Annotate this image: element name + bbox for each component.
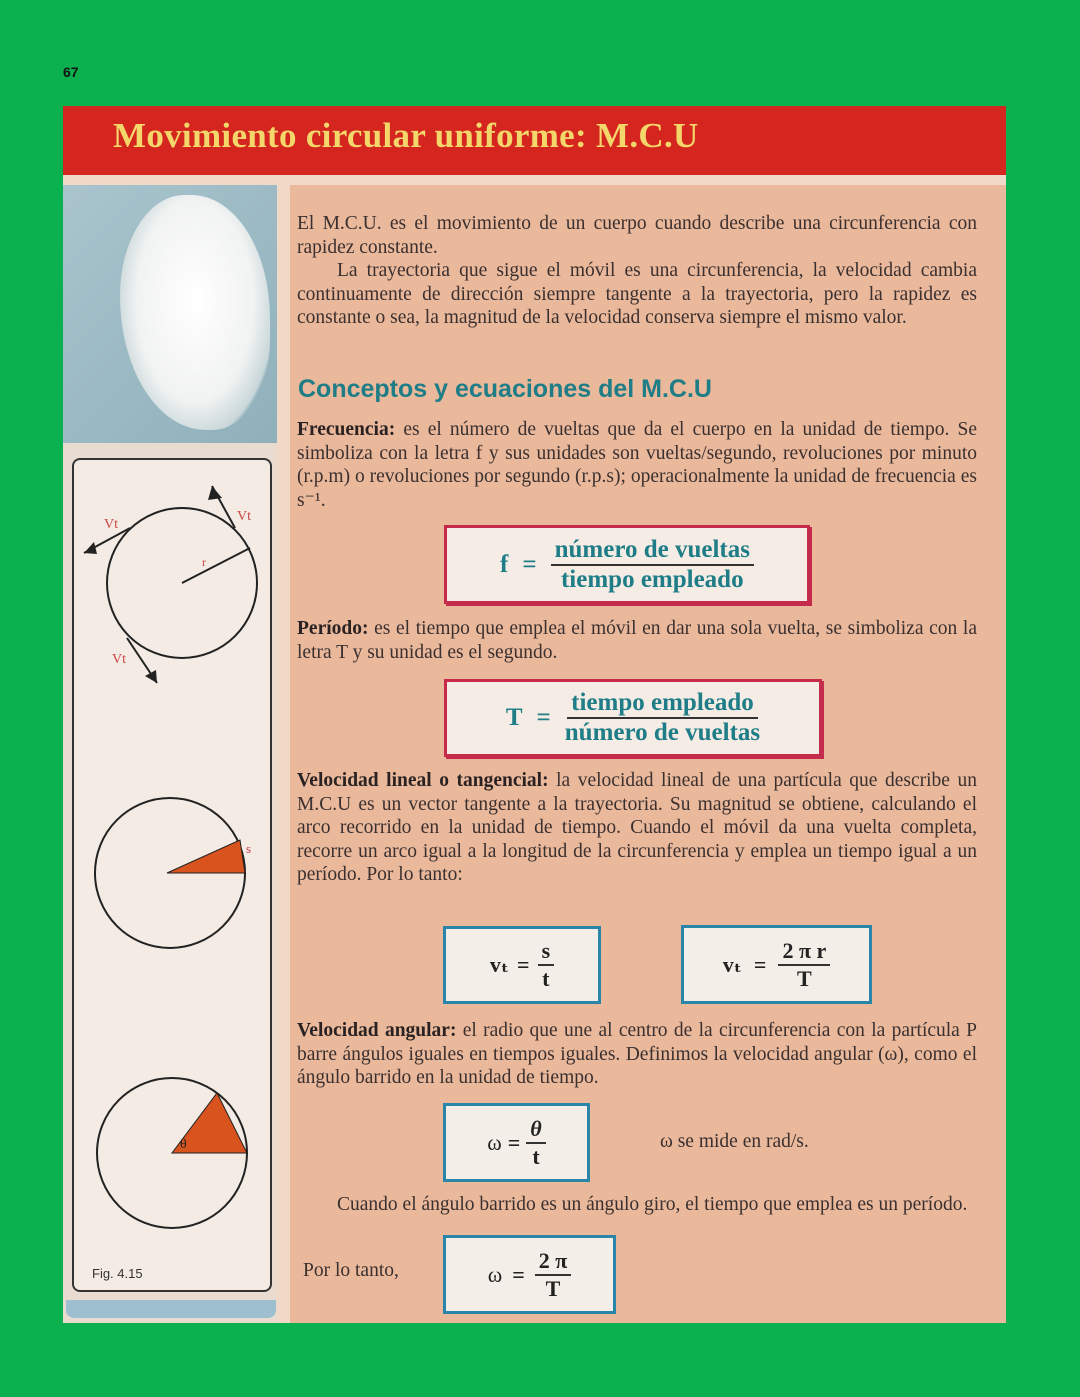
svg-text:s: s bbox=[246, 841, 252, 856]
page-title: Movimiento circular uniforme: M.C.U bbox=[113, 116, 699, 155]
giro-paragraph: Cuando el ángulo barrido es un ángulo giro, el tiempo que emplea es un período. bbox=[337, 1194, 968, 1215]
formula-lhs: T bbox=[505, 704, 523, 731]
circle-tangent-velocity-diagram bbox=[84, 486, 257, 683]
formula-lhs: ω bbox=[487, 1129, 502, 1155]
formula-equals: = bbox=[507, 1129, 521, 1155]
formula-equals: = bbox=[536, 704, 551, 731]
velocidad-angular-paragraph bbox=[297, 1019, 977, 1090]
periodo-text: es el tiempo que emplea el móvil en dar una sola vuelta, se simboliza con la letra T y su unidad es el segundo. bbox=[297, 618, 977, 663]
formula-numerator: tiempo empleado bbox=[567, 689, 758, 719]
formula-equals: = bbox=[753, 951, 767, 977]
section-heading: Conceptos y ecuaciones del M.C.U bbox=[298, 375, 712, 403]
formula-lhs: vₜ bbox=[722, 951, 742, 977]
velocidad-lineal-text: la velocidad lineal de una partícula que describe un M.C.U es un vector tangente a la trayectoria. Su magnitud se obtiene, calculando el arco recorrido en la unidad de tiempo. Cuando el móvil da una vuelta completa, recorre un arco igual a la longitud de la circunferencia y emplea un tiempo igual a un período. Por lo tanto: bbox=[297, 770, 977, 885]
formula-numerator: θ bbox=[526, 1116, 545, 1144]
velocidad-lineal-paragraph bbox=[297, 769, 977, 887]
periodo-formula bbox=[444, 679, 822, 757]
periodo-paragraph bbox=[297, 617, 977, 664]
formula-numerator: s bbox=[538, 938, 555, 966]
angle-theta-diagram bbox=[97, 1078, 247, 1228]
formula-denominator: T bbox=[545, 1275, 561, 1301]
velocidad-angular-term: Velocidad angular: bbox=[297, 1020, 457, 1041]
frecuencia-paragraph bbox=[297, 418, 977, 512]
frecuencia-text: es el número de vueltas que da el cuerpo en la unidad de tiempo. Se simboliza con la letra f y sus unidades son vueltas/segundo, revoluciones por minuto (r.p.m) o revoluciones por segundo (r.p.s); operacionalmente la unidad de frecuencia es s⁻¹. bbox=[297, 419, 977, 511]
arc-length-diagram bbox=[95, 798, 251, 948]
formula-equals: = bbox=[517, 952, 530, 977]
formula-numerator: 2 π r bbox=[778, 938, 830, 966]
formula-lhs: ω bbox=[487, 1261, 503, 1287]
figure-diagrams bbox=[72, 458, 272, 1288]
velocidad-angular-formula-2 bbox=[443, 1235, 616, 1314]
intro-paragraph-2: La trayectoria que sigue el móvil es una circunferencia, la velocidad cambia continuamente de dirección siempre tangente a la trayectoria, pero la rapidez es constante o sea, la magnitud de la velocidad conserva siempre el mismo valor. bbox=[297, 260, 977, 328]
page-number: 67 bbox=[63, 64, 79, 80]
formula-denominator: t bbox=[542, 966, 550, 991]
formula-equals: = bbox=[512, 1261, 525, 1287]
frecuencia-formula bbox=[444, 525, 810, 604]
formula-numerator: 2 π bbox=[535, 1248, 572, 1276]
formula-denominator: t bbox=[532, 1143, 540, 1169]
velocidad-angular-text: el radio que une al centro de la circunferencia con la partícula P barre ángulos iguales en tiempos iguales. Definimos la velocidad angular (ω), como el ángulo barrido en la unidad de tiempo. bbox=[297, 1020, 977, 1088]
velocidad-lineal-term: Velocidad lineal o tangencial: bbox=[297, 770, 549, 791]
svg-text:θ: θ bbox=[180, 1137, 187, 1152]
frecuencia-term: Frecuencia: bbox=[297, 419, 396, 440]
velocidad-angular-formula-1 bbox=[443, 1103, 590, 1182]
velocidad-lineal-formula-1 bbox=[443, 926, 601, 1004]
svg-text:r: r bbox=[202, 555, 206, 569]
svg-text:Vt: Vt bbox=[104, 517, 118, 532]
figure-box-footer bbox=[66, 1300, 276, 1318]
formula-denominator: número de vueltas bbox=[564, 719, 761, 746]
formula-lhs: vₜ bbox=[489, 952, 510, 977]
svg-text:Vt: Vt bbox=[112, 652, 126, 667]
formula-denominator: tiempo empleado bbox=[560, 565, 744, 593]
formula-numerator: número de vueltas bbox=[551, 536, 754, 566]
formula-equals: = bbox=[522, 550, 537, 578]
figure-label: Fig. 4.15 bbox=[92, 1266, 143, 1281]
intro-paragraph-1: El M.C.U. es el movimiento de un cuerpo cuando describe una circunferencia con rapidez constante. bbox=[297, 213, 977, 258]
svg-text:Vt: Vt bbox=[237, 509, 251, 524]
formula-lhs: f bbox=[500, 550, 509, 578]
velocidad-lineal-formula-2 bbox=[681, 925, 872, 1004]
formula-denominator: T bbox=[797, 965, 812, 991]
periodo-term: Período: bbox=[297, 618, 369, 639]
unit-note: ω se mide en rad/s. bbox=[660, 1131, 809, 1152]
por-lo-tanto: Por lo tanto, bbox=[303, 1260, 399, 1281]
